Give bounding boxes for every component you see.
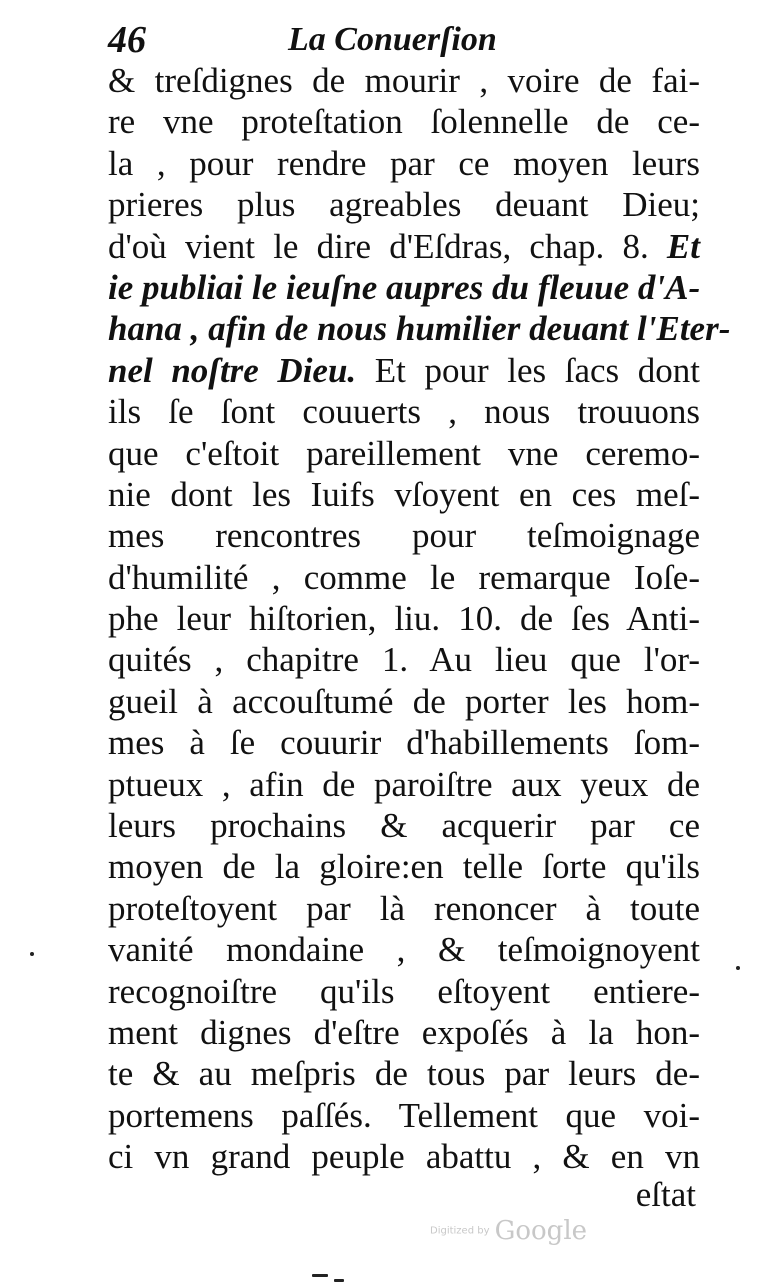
text-line: proteſtoyent par là renoncer à toute (108, 888, 700, 928)
ink-speck (30, 952, 34, 956)
text-line-roman: Et pour les ſacs dont (374, 350, 700, 390)
ink-speck (736, 966, 740, 970)
text-line: ptueux , afin de paroiſtre aux yeux de (108, 764, 700, 804)
catchword: eſtat (635, 1175, 696, 1214)
ink-speck (334, 1279, 344, 1282)
text-line-italic: ie publiai le ieuſne aupres du fleuue d'A- (108, 267, 701, 307)
text-line: ment dignes d'eſtre expoſés à la hon- (108, 1012, 700, 1052)
text-line: leurs prochains & acquerir par ce (108, 806, 700, 846)
ink-speck (312, 1274, 328, 1277)
digitized-watermark (430, 1216, 587, 1246)
text-line-italic: hana , afin de nous humilier deuant l'Eter- (108, 309, 731, 349)
text-line: & treſdignes de mourir , voire de fai- (108, 61, 700, 100)
text-line: re vne proteſtation ſolennelle de ce- (108, 102, 700, 142)
body-text (108, 60, 731, 1178)
text-line: mes à ſe couurir d'habillements ſom- (108, 723, 700, 763)
text-line: ci vn grand peuple abattu , & en vn (108, 1137, 700, 1177)
running-title: La Conuerſion (288, 21, 497, 58)
text-line: ils ſe ſont couuerts , nous trouuons (108, 392, 700, 432)
google-logo: Google (494, 1216, 588, 1246)
text-line: vanité mondaine , & teſmoignoyent (108, 930, 700, 970)
text-line: te & au meſpris de tous par leurs de- (108, 1054, 700, 1094)
text-line: recognoiſtre qu'ils eſtoyent entiere- (108, 971, 700, 1011)
page-header (108, 14, 708, 66)
text-line-italic: nel noſtre Dieu. (108, 350, 357, 390)
text-line-italic: Et (666, 226, 700, 266)
text-line: que c'eſtoit pareillement vne ceremo- (108, 433, 700, 473)
text-line: quités , chapitre 1. Au lieu que l'or- (108, 640, 700, 680)
watermark-small-text: Digitized by (430, 1225, 490, 1237)
text-line: gueil à accouſtumé de porter les hom- (108, 681, 700, 721)
text-line: moyen de la gloire:en telle ſorte qu'ils (108, 847, 700, 887)
text-line (108, 350, 700, 391)
text-line: portemens paſſés. Tellement que voi- (108, 1095, 700, 1135)
text-line (108, 226, 700, 267)
text-line: prieres plus agreables deuant Dieu; (108, 185, 700, 225)
text-line: phe leur hiſtorien, liu. 10. de ſes Anti- (108, 599, 700, 639)
text-line: nie dont les Iuifs vſoyent en ces meſ- (108, 474, 700, 514)
page-number: 46 (108, 19, 146, 61)
text-line: mes rencontres pour teſmoignage (108, 516, 700, 556)
text-line: d'humilité , comme le remarque Ioſe- (108, 557, 700, 597)
text-line-roman: d'où vient le dire d'Eſdras, chap. 8. (108, 226, 649, 266)
text-line: la , pour rendre par ce moyen leurs (108, 143, 700, 183)
